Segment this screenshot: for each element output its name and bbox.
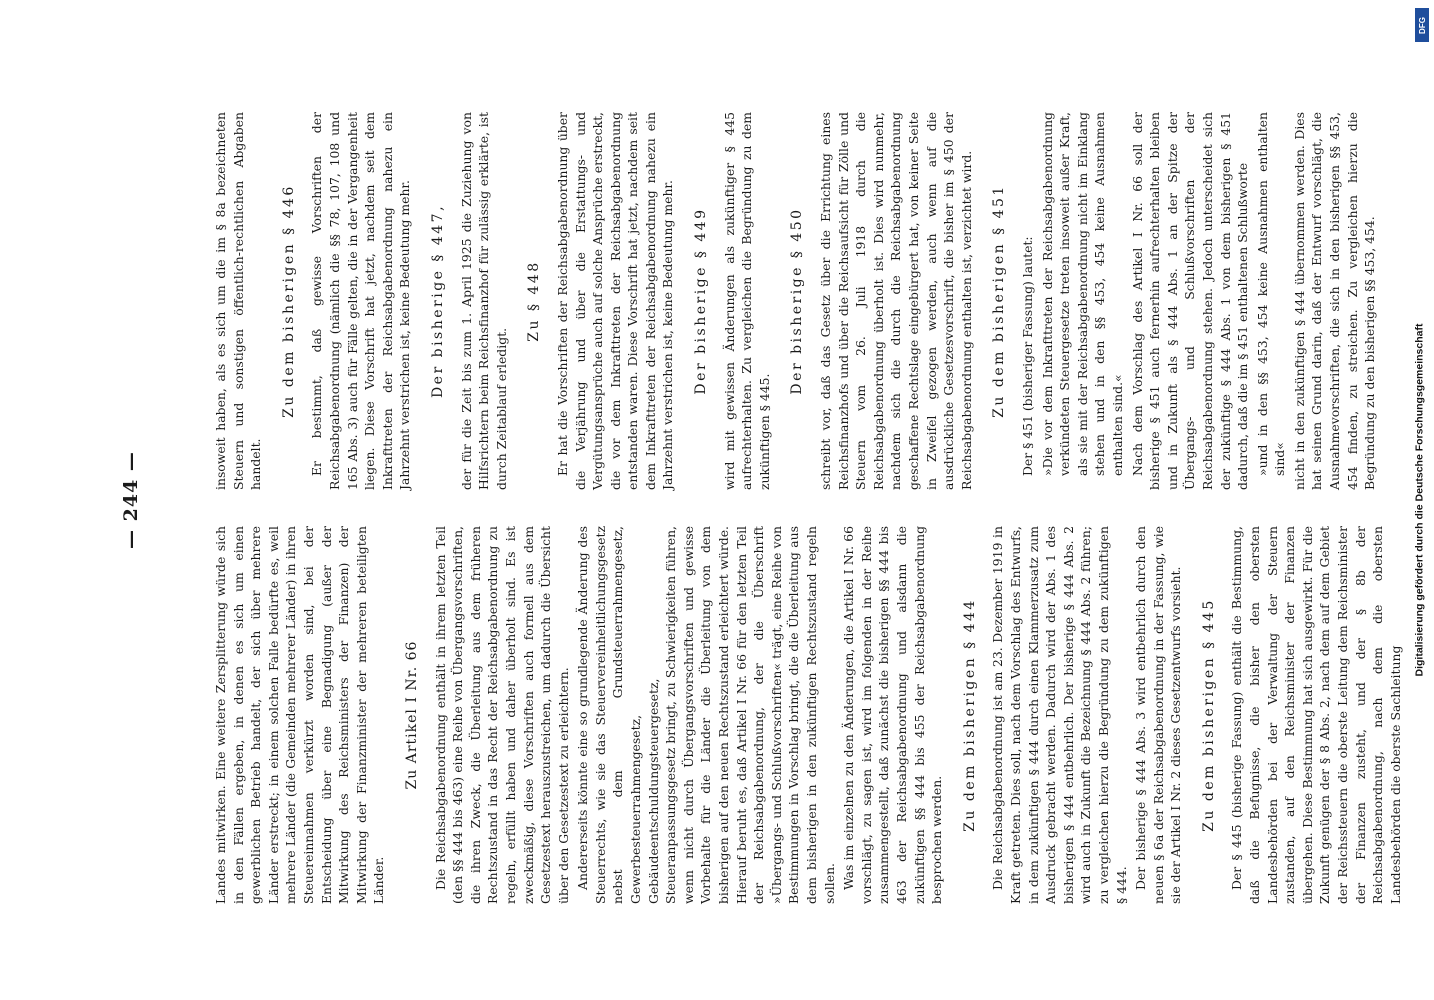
paragraph: schreibt vor, daß das Gesetz über die Errichtung eines Reichsfinanzhofs und über die Reichsaufsicht für Zölle und Steuern vom 26. Juli 1918 durch die Reichsabgabenordnung überholt ist. Dies wird nunmehr, nachdem sich die durch die Reichsabgabenordnung geschaffene Rechtslage eingebürgert hat, von keiner Seite in Zweifel gezogen werden, auch wenn auf die ausdrückliche Gesetzesvorschrift, die bisher im § 450 der Reichsabgabenordnung enthalten ist, verzichtet wird. bbox=[818, 112, 974, 490]
digitization-note-text: Digitalisierung gefördert durch die Deutsche Forschungsgemeinschaft bbox=[1413, 323, 1426, 677]
paragraph: Andererseits könnte eine so grundlegende Änderung des Steuerrechts, wie sie das Steuervereinheitlichungsgesetz nebst dem Grundsteuerrahmengesetz, Gewerbesteuerrahmengesetz, Gebäudeentschuldungsteuergesetz, Steueranpassungsgesetz bringt, zu Schwierigkeiten führen, wenn nicht durch Übergangsvorschriften und gewisse Vorbehalte für die Länder die Überleitung von dem bisherigen auf den neuen Rechtszustand erleichtert würde. Hierauf beruht es, daß Artikel I Nr. 66 für den letzten Teil der Reichsabgabenordnung, der die Überschrift »Übergangs- und Schlußvorschriften« trägt, eine Reihe von Bestimmungen in Vorschlag bringt, die die Überleitung aus dem bisherigen in den zukünftigen Rechtszustand regeln sollen. bbox=[575, 526, 837, 904]
section-heading: Zu dem bisherigen § 444 bbox=[961, 598, 978, 832]
document-page bbox=[102, 70, 1403, 930]
section-heading: Der bisherige § 449 bbox=[693, 207, 710, 395]
paragraph: Nach dem Vorschlag des Artikel I Nr. 66 soll der bisherige § 451 auch fernerhin aufrechterhalten bleiben und in Zukunft als § 444 Abs. 1 an der Spitze der Übergangs- und Schlußvorschriften der Reichsabgabenordnung stehen. Jedoch unterscheidet sich der zukünftige § 444 Abs. 1 von dem bisherigen § 451 dadurch, daß die im § 451 enthaltenen Schlußworte bbox=[1129, 112, 1251, 490]
left-column bbox=[212, 526, 1406, 904]
paragraph: nicht in den zukünftigen § 444 übernommen werden. Dies hat seinen Grund darin, daß der Entwurf vorschlägt, die Ausnahmevorschriften, die sich in den bisherigen §§ 453, 454 finden, zu streichen. Zu vergleichen hierzu die Begründung zu den bisherigen §§ 453, 454. bbox=[1291, 112, 1378, 490]
section-heading: Zu dem bisherigen § 445 bbox=[1200, 598, 1217, 832]
column-divider bbox=[212, 499, 1242, 500]
quotation: »Die vor dem Inkrafttreten der Reichsabgabenordnung verkündeten Steuergesetze treten insoweit außer Kraft, als sie mit der Reichsabgabenordnung nicht im Einklang stehen und in den §§ 453, 454 keine Ausnahmen enthalten sind.« bbox=[1039, 112, 1125, 476]
paragraph: Der § 445 (bisherige Fassung) enthält die Bestimmung, daß die Befugnisse, die bisher den obersten Landesbehörden bei der Verwaltung der Steuern zustanden, auf den Reichsminister der Finanzen übergehen. Diese Bestimmung hat sich ausgewirkt. Für die Zukunft genügen der § 8 Abs. 2, nach dem auf dem Gebiet der Reichssteuern die oberste Leitung dem Reichsminister der Finanzen zusteht, und der § 8b der Reichsabgabenordnung, nach dem die obersten Landesbehörden die oberste Sachleitung bbox=[1229, 526, 1403, 904]
paragraph: Der § 451 (bisheriger Fassung) lautet: bbox=[1019, 236, 1035, 476]
right-column bbox=[212, 112, 1381, 490]
section-heading: Zu § 448 bbox=[526, 260, 543, 342]
section-heading: Der bisherige § 447, bbox=[429, 203, 446, 399]
paragraph: Er bestimmt, daß gewisse Vorschriften der Reichsabgabenordnung (nämlich die §§ 78, 107, 108 und 165 Abs. 3) auch für Fälle gelten, die in der Vergangenheit liegen. Diese Vorschrift hat jetzt, nachdem seit dem Inkrafttreten der Reichsabgabenordnung nahezu ein Jahrzehnt verstrichen ist, keine Bedeutung mehr. bbox=[309, 112, 413, 490]
section-heading: Zu dem bisherigen § 446 bbox=[280, 184, 297, 418]
paragraph: Er hat die Vorschriften der Reichsabgabenordnung über die Verjährung und über die Erstattungs- und Vergütungsansprüche auch auf solche Ansprüche erstreckt, die vor dem Inkrafttreten der Reichsabgabenordnung entstanden waren. Diese Vorschrift hat jetzt, nachdem seit dem Inkrafttreten der Reichsabgabenordnung nahezu ein Jahrzehnt verstrichen ist, keine Bedeutung mehr. bbox=[554, 112, 676, 490]
section-heading: Zu Artikel I Nr. 66 bbox=[403, 640, 420, 790]
paragraph: der für die Zeit bis zum 1. April 1925 die Zuziehung von Hilfsrichtern beim Reichsfinanzhof für zulässig erklärte, ist durch Zeitablauf erledigt. bbox=[458, 112, 509, 490]
quotation: »und in den §§ 453, 454 keine Ausnahmen enthalten sind« bbox=[1254, 112, 1288, 476]
paragraph: wird mit gewissen Änderungen als zukünftiger § 445 aufrechterhalten. Zu vergleichen die Begründung zu dem zukünftigen § 445. bbox=[721, 112, 772, 490]
digitization-note bbox=[1410, 8, 1428, 992]
paragraph: Was im einzelnen zu den Änderungen, die Artikel I Nr. 66 vorschlägt, zu sagen ist, wird im folgenden in der Reihe zusammengestellt, daß zunächst die bisherigen §§ 444 bis 463 der Reichsabgabenordnung und alsdann die zukünftigen §§ 444 bis 455 der Reichsabgabenordnung besprochen werden. bbox=[841, 526, 945, 904]
paragraph: insoweit haben, als es sich um die im § 8a bezeichneten Steuern und sonstigen öffentlich-rechtlichen Abgaben handelt. bbox=[213, 112, 264, 490]
dfg-logo-icon: DFG bbox=[1415, 8, 1429, 42]
section-heading: Zu dem bisherigen § 451 bbox=[991, 184, 1008, 418]
page-number: — 244 — bbox=[120, 451, 142, 549]
paragraph: Landes mitwirken. Eine weitere Zersplitterung würde sich in den Fällen ergeben, in denen es sich um einen gewerblichen Betrieb handelt, der sich über mehrere Länder erstreckt; in einem solchen Falle bedürfte es, weil mehrere Länder (die Gemeinden mehrerer Länder) in ihren Steuereinnahmen verkürzt worden sind, bei der Entscheidung über eine Begnadigung (außer der Mitwirkung des Reichsministers der Finanzen) der Mitwirkung der Finanzminister der mehreren beteiligten Länder. bbox=[213, 526, 387, 904]
paragraph: Der bisherige § 444 Abs. 3 wird entbehrlich durch den neuen § 6a der Reichsabgabenordnung in der Fassung, wie sie der Artikel I Nr. 2 dieses Gesetzentwurfs vorsieht. bbox=[1133, 526, 1184, 904]
section-heading: Der bisherige § 450 bbox=[789, 207, 806, 395]
paragraph: Die Reichsabgabenordnung enthält in ihrem letzten Teil (den §§ 444 bis 463) eine Reihe von Übergangsvorschriften, die ihren Zweck, die Überleitung aus dem früheren Rechtszustand in das Recht der Reichsabgabenordnung zu regeln, erfüllt haben und daher überholt sind. Es ist zweckmäßig, diese Vorschriften auch formell aus dem Gesetzestext herauszustreichen, um dadurch die Übersicht über den Gesetzestext zu erleichtern. bbox=[432, 526, 571, 904]
paragraph: Die Reichsabgabenordnung ist am 23. Dezember 1919 in Kraft getreten. Dies soll, nach dem Vorschlag des Entwurfs, in dem zukünftigen § 444 durch einen Klammerzusatz zum Ausdruck gebracht werden. Dadurch wird der Abs. 1 des bisherigen § 444 entbehrlich. Der bisherige § 444 Abs. 2 wird auch in Zukunft die Bezeichnung § 444 Abs. 2 führen; zu vergleichen hierzu die Begründung zu dem zukünftigen § 444. bbox=[990, 526, 1129, 904]
